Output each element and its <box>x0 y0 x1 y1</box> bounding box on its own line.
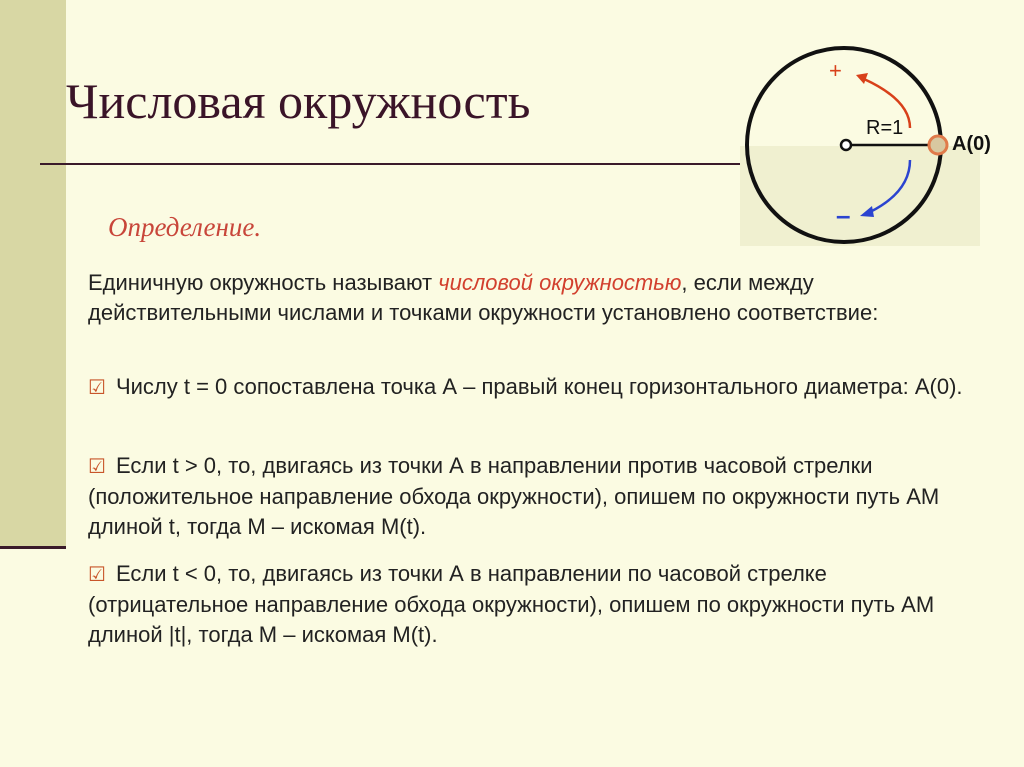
list-item-text: Если t < 0, то, двигаясь из точки А в направлении по часовой стрелке (отрицательное направление обхода окружности), опишем по окружности путь АМ длиной |t|, тогда М – искомая М(t). <box>88 561 935 647</box>
diagram-shade <box>740 146 980 246</box>
radius-label: R=1 <box>866 117 904 139</box>
list-item <box>88 451 968 542</box>
list-item <box>88 559 968 650</box>
intro-text-before: Единичную окружность называют <box>88 270 439 295</box>
checkbox-icon: ☑ <box>88 377 106 399</box>
number-circle-diagram <box>738 42 991 252</box>
positive-arrow-head <box>856 73 868 84</box>
checkbox-icon: ☑ <box>88 564 106 586</box>
title-divider <box>40 163 743 165</box>
sidebar-decoration <box>0 0 66 548</box>
minus-sign: – <box>836 200 851 230</box>
point-a-label: A(0) <box>952 133 991 155</box>
list-item-text: Если t > 0, то, двигаясь из точки А в направлении против часовой стрелки (положительное направление обхода окружности), опишем по окружности путь АМ длиной t, тогда М – искомая М(t). <box>88 453 940 539</box>
sidebar-divider <box>0 546 66 549</box>
plus-sign: + <box>829 58 842 83</box>
page-title: Числовая окружность <box>66 73 531 129</box>
checkbox-icon: ☑ <box>88 456 106 478</box>
center-point <box>841 140 851 150</box>
point-a-marker <box>929 136 947 154</box>
definition-heading: Определение. <box>108 212 262 242</box>
definition-intro <box>88 268 948 328</box>
list-item <box>88 372 968 403</box>
list-item-text: Числу t = 0 сопоставлена точка А – правый конец горизонтального диаметра: А(0). <box>115 374 963 399</box>
intro-term: числовой окружностью <box>438 270 682 295</box>
intro-text-after: , если между действительными числами и точками окружности установлено соответствие: <box>88 270 879 325</box>
